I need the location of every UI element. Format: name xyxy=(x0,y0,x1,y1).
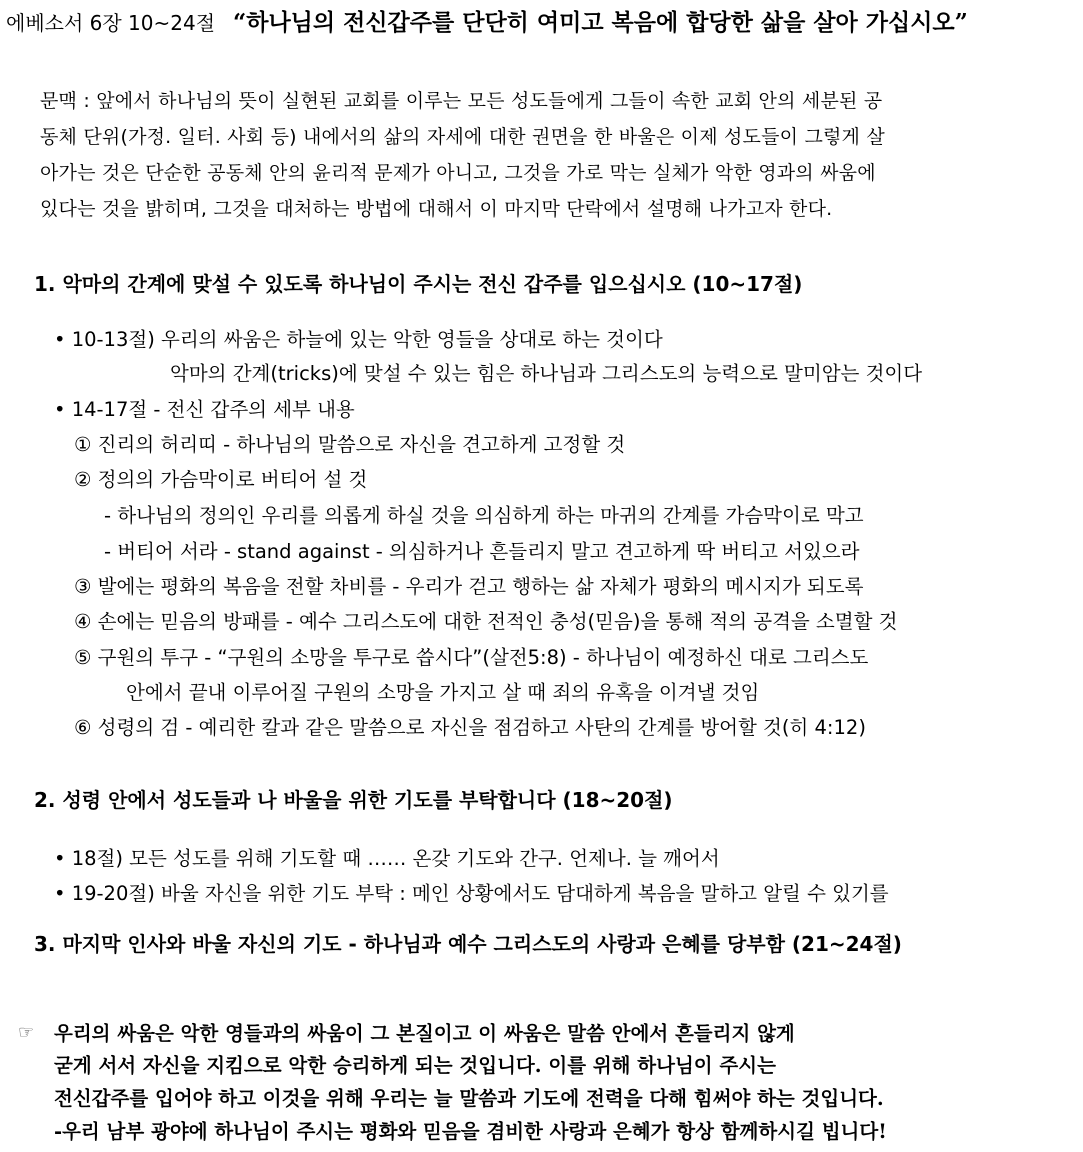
context-line: 동체 단위(가정. 일터. 사회 등) 내에서의 삶의 자세에 대한 권면을 한 바울은 이제 성도들이 그렇게 살 xyxy=(40,126,885,148)
closing-line: 우리의 싸움은 악한 영들과의 싸움이 그 본질이고 이 싸움은 말씀 안에서 흔들리지 않게 xyxy=(54,1022,795,1045)
bullet-item: • 14-17절 - 전신 갑주의 세부 내용 xyxy=(54,398,355,421)
section-2-heading: 2. 성령 안에서 성도들과 나 바울을 위한 기도를 부탁합니다 (18~20절) xyxy=(34,788,673,812)
armor-item-continuation: 안에서 끝내 이루어질 구원의 소망을 가지고 살 때 죄의 유혹을 이겨낼 것임 xyxy=(126,681,760,704)
context-line: 아가는 것은 단순한 공동체 안의 윤리적 문제가 아니고, 그것을 가로 막는 실체가 악한 영과의 싸움에 xyxy=(40,162,876,184)
armor-subitem: - 버티어 서라 - stand against - 의심하거나 흔들리지 말고 견고하게 딱 버티고 서있으라 xyxy=(104,540,860,563)
context-line: 있다는 것을 밝히며, 그것을 대처하는 방법에 대해서 이 마지막 단락에서 설명해 나가고자 한다. xyxy=(40,198,833,220)
closing-line: -우리 남부 광야에 하나님이 주시는 평화와 믿음을 겸비한 사랑과 은혜가 항상 함께하시길 빕니다! xyxy=(54,1120,887,1143)
armor-item: ⑥ 성령의 검 - 예리한 칼과 같은 말씀으로 자신을 점검하고 사탄의 간계를 방어할 것(히 4:12) xyxy=(74,716,866,739)
armor-item: ② 정의의 가슴막이로 버티어 설 것 xyxy=(74,468,368,491)
scripture-reference: 에베소서 6장 10~24절 xyxy=(6,11,216,35)
armor-item: ③ 발에는 평화의 복음을 전할 차비를 - 우리가 걷고 행하는 삶 자체가 평화의 메시지가 되도록 xyxy=(74,575,864,598)
page-title xyxy=(6,4,968,37)
closing-line: 굳게 서서 자신을 지킴으로 악한 승리하게 되는 것입니다. 이를 위해 하나님이 주시는 xyxy=(54,1054,776,1077)
title-quote: “하나님의 전신갑주를 단단히 여미고 복음에 합당한 삶을 살아 가십시오” xyxy=(233,9,968,36)
armor-subitem: - 하나님의 정의인 우리를 의롭게 하실 것을 의심하게 하는 마귀의 간계를 가슴막이로 막고 xyxy=(104,504,864,527)
bullet-continuation: 악마의 간계(tricks)에 맞설 수 있는 힘은 하나님과 그리스도의 능력으로 말미암는 것이다 xyxy=(170,362,923,385)
armor-item: ④ 손에는 믿음의 방패를 - 예수 그리스도에 대한 전적인 충성(믿음)을 통해 적의 공격을 소멸할 것 xyxy=(74,610,898,633)
bullet-item: • 18절) 모든 성도를 위해 기도할 때 …… 온갖 기도와 간구. 언제나. 늘 깨어서 xyxy=(54,847,720,870)
section-3-heading: 3. 마지막 인사와 바울 자신의 기도 - 하나님과 예수 그리스도의 사랑과 은혜를 당부함 (21~24절) xyxy=(34,932,902,956)
bullet-item: • 10-13절) 우리의 싸움은 하늘에 있는 악한 영들을 상대로 하는 것이다 xyxy=(54,328,663,351)
armor-item: ⑤ 구원의 투구 - “구원의 소망을 투구로 씁시다”(살전5:8) - 하나님이 예정하신 대로 그리스도 xyxy=(74,646,869,669)
section-1-heading: 1. 악마의 간계에 맞설 수 있도록 하나님이 주시는 전신 갑주를 입으십시오 (10~17절) xyxy=(34,272,803,296)
closing-line: 전신갑주를 입어야 하고 이것을 위해 우리는 늘 말씀과 기도에 전력을 다해 힘써야 하는 것입니다. xyxy=(54,1087,884,1110)
bullet-item: • 19-20절) 바울 자신을 위한 기도 부탁 : 메인 상황에서도 담대하게 복음을 말하고 알릴 수 있기를 xyxy=(54,882,889,905)
pointing-hand-icon: ☞ xyxy=(18,1022,35,1043)
armor-item: ① 진리의 허리띠 - 하나님의 말씀으로 자신을 견고하게 고정할 것 xyxy=(74,433,626,456)
context-line: 문맥 : 앞에서 하나님의 뜻이 실현된 교회를 이루는 모든 성도들에게 그들이 속한 교회 안의 세분된 공 xyxy=(40,90,883,112)
